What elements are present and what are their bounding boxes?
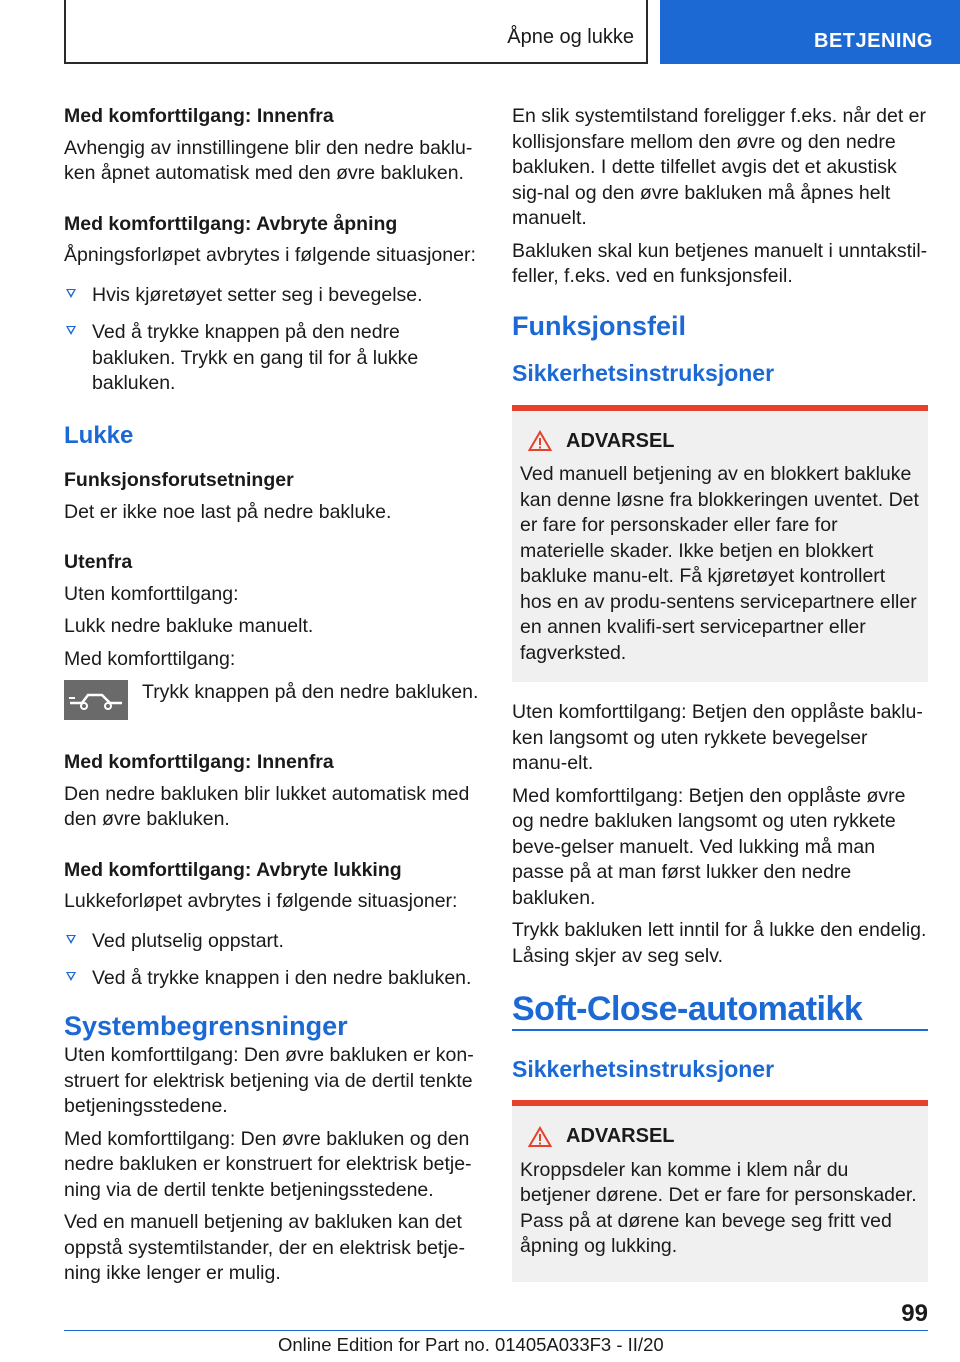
paragraph: Med komforttilgang: (64, 647, 236, 670)
section-heading: Funksjonsfeil (512, 310, 687, 341)
subheading: Med komforttilgang: Avbryte lukking (64, 858, 402, 881)
warning-text: Ved manuell betjening av en blokkert bakluke kan denne løsne fra blokkeringen uventet. Det er fare for personskader eller fare for materielle skader. Ikke betjen en blokkert bakluke manu-elt. Få kjøretøyet kontrollert hos en av produ-sentens servicepartnere eller en annen kvalifi-sert servicepartner eller fagverksted. (520, 463, 919, 664)
footer-edition: Online Edition for Part no. 01405A033F3 - II/20 (278, 1334, 664, 1355)
icon-caption: Trykk knappen på den nedre bakluken. (142, 681, 479, 703)
left-column (64, 104, 484, 1294)
warning-text: Kroppsdeler kan komme i klem når du betjener dørene. Det er fare for personskader. Pass på at dørene kan bevege seg fritt ved åpning og lukking. (520, 1158, 917, 1257)
paragraph: Bakluken skal kun betjenes manuelt i unntakstil-feller, f.eks. ved en funksjonsfeil. (512, 239, 928, 287)
header-frame (64, 0, 648, 64)
footer-divider (64, 1330, 928, 1331)
warning-box (512, 1100, 928, 1282)
paragraph: Uten komforttilgang: Betjen den opplåste baklu-ken langsomt og uten rykkete bevegelser manu-elt. (512, 701, 923, 774)
subheading: Med komforttilgang: Avbryte åpning (64, 212, 398, 235)
tailgate-button-icon (64, 680, 128, 720)
paragraph: Uten komforttilgang: (64, 582, 239, 605)
warning-triangle-icon (528, 1126, 552, 1148)
warning-triangle-icon (528, 430, 552, 452)
list-item: Hvis kjøretøyet setter seg i bevegelse. (64, 283, 484, 309)
paragraph: Lukkeforløpet avbrytes i følgende situasjoner: (64, 890, 458, 912)
subheading: Med komforttilgang: Innenfra (64, 105, 334, 127)
header-section-title: Åpne og lukke (507, 26, 634, 48)
list-item: Ved å trykke knappen i den nedre bakluken. (64, 966, 484, 992)
list-item: Ved å trykke knappen på den nedre bakluken. Trykk en gang til for å lukke bakluken. (64, 320, 484, 397)
subsection-heading: Sikkerhetsinstruksjoner (512, 1055, 775, 1082)
subsection-heading: Sikkerhetsinstruksjoner (512, 360, 775, 386)
warning-box (512, 405, 928, 683)
warning-title: ADVARSEL (566, 1125, 675, 1147)
paragraph: Ved en manuell betjening av bakluken kan det oppstå systemtilstander, der en elektrisk betje-ning ikke lenger er mulig. (64, 1211, 466, 1284)
bullet-triangle-icon (66, 289, 76, 298)
subheading: Funksjonsforutsetninger (64, 469, 294, 491)
section-heading: Soft-Close-automatikk (512, 997, 928, 1031)
paragraph: Åpningsforløpet avbrytes i følgende situasjoner: (64, 244, 476, 266)
paragraph: Uten komforttilgang: Den øvre bakluken er kon-struert for elektrisk betjening via de dertil tenkte betjeningsstedene. (64, 1044, 474, 1117)
paragraph: Lukk nedre bakluke manuelt. (64, 615, 314, 637)
list-item: Ved plutselig oppstart. (64, 929, 484, 955)
paragraph: Avhengig av innstillingene blir den nedre baklu-ken åpnet automatisk med den øvre bakluken. (64, 136, 473, 184)
bullet-triangle-icon (66, 972, 76, 981)
bullet-triangle-icon (66, 326, 76, 335)
paragraph: Med komforttilgang: Betjen den opplåste øvre og nedre bakluken langsomt og uten rykkete beve-gelser manuelt. Ved lukking må man passe på at man først lukker den nedre bakluken. (512, 784, 906, 909)
bullet-triangle-icon (66, 935, 76, 944)
section-heading: Lukke (64, 421, 134, 449)
paragraph: Den nedre bakluken blir lukket automatisk med den øvre bakluken. (64, 782, 470, 830)
subheading: Utenfra (64, 551, 133, 573)
page-number: 99 (901, 1300, 928, 1327)
button-instruction (64, 680, 484, 720)
warning-title: ADVARSEL (566, 429, 675, 452)
header-chapter-tab[interactable]: BETJENING (660, 0, 960, 64)
paragraph: Det er ikke noe last på nedre bakluke. (64, 500, 392, 523)
section-heading: Systembegrensninger (64, 1010, 348, 1041)
right-column (512, 104, 928, 1300)
paragraph: En slik systemtilstand foreligger f.eks. når det er kollisjonsfare mellom den øvre og den nedre bakluken. I dette tilfellet avgis det et akustisk sig-nal og den øvre bakluken må åpnes helt manuelt. (512, 105, 927, 229)
paragraph: Trykk bakluken lett inntil for å lukke den endelig. Låsing skjer av seg selv. (512, 919, 927, 967)
paragraph: Med komforttilgang: Den øvre bakluken og den nedre bakluken er konstruert for elektrisk betje-ning via de dertil tenkte betjeningsstedene. (64, 1127, 472, 1201)
subheading: Med komforttilgang: Innenfra (64, 751, 334, 773)
